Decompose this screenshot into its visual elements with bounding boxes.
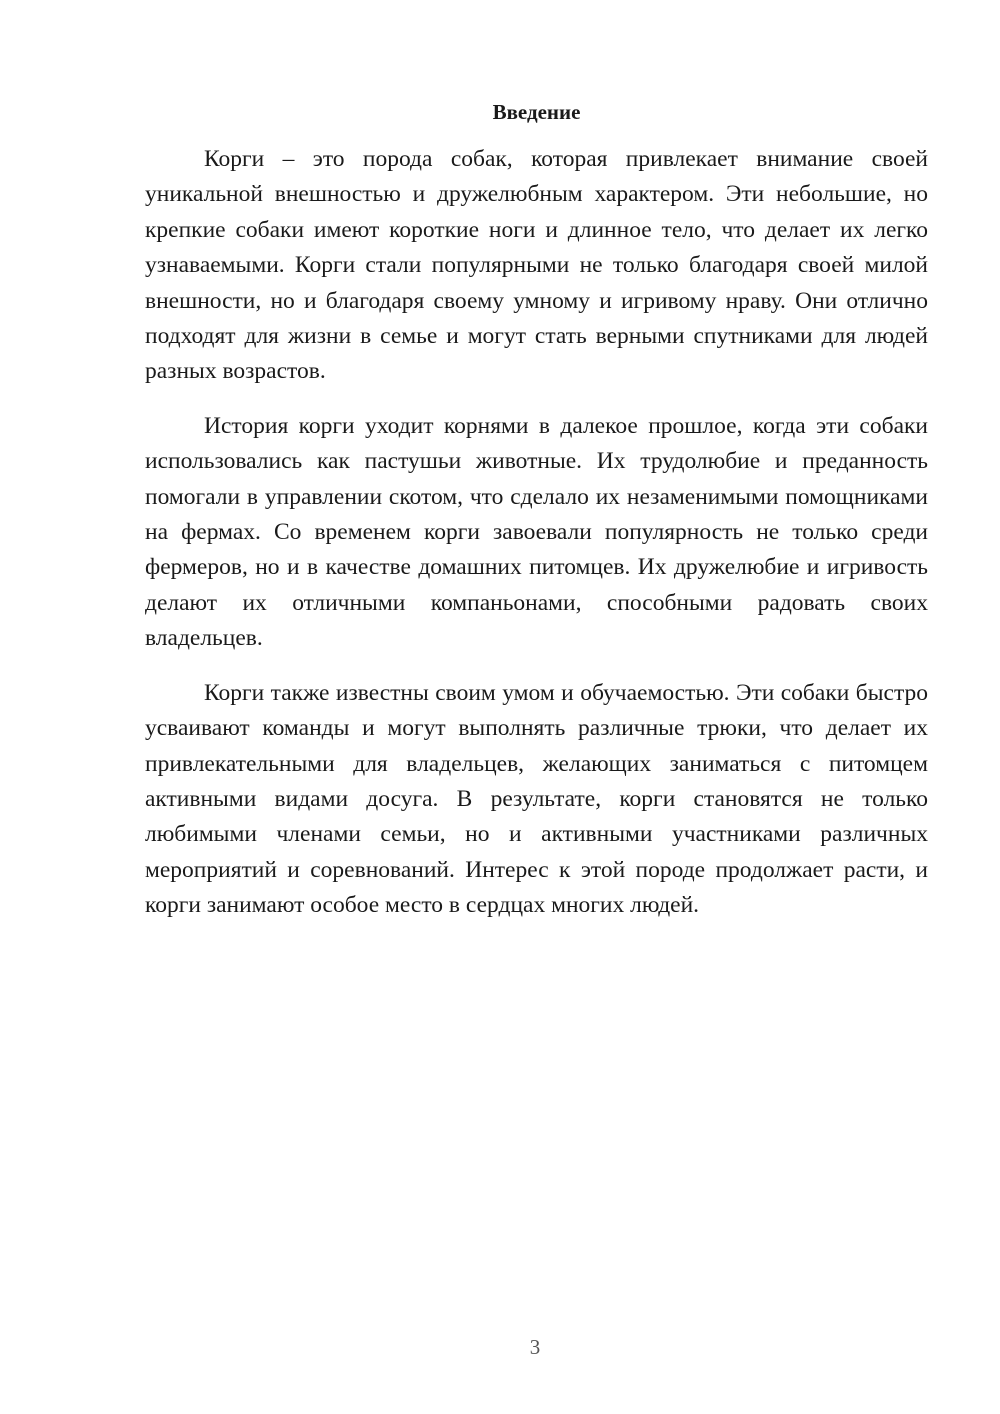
section-heading: Введение (492, 100, 581, 124)
page-number: 3 (529, 1335, 541, 1359)
paragraph-3: Корги также известны своим умом и обучаемостью. Эти собаки быстро усваивают команды и могут выполнять различные трюки, что делает их привлекательными для владельцев, желающих заниматься с питомцем активными видами досуга. В результате, корги становятся не только любимыми членами семьи, но и активными участниками различных мероприятий и соревнований. Интерес к этой породе продолжает расти, и корги занимают особое место в сердцах многих людей. (145, 679, 928, 919)
paragraph-2: История корги уходит корнями в далекое прошлое, когда эти собаки использовались как пастушьи животные. Их трудолюбие и преданность помогали в управлении скотом, что сделало их незаменимыми помощниками на фермах. Со временем корги завоевали популярность не только среди фермеров, но и в качестве домашних питомцев. Их дружелюбие и игривость делают их отличными компаньонами, способными радовать своих владельцев. (145, 412, 928, 652)
paragraph-1: Корги – это порода собак, которая привлекает внимание своей уникальной внешностью и дружелюбным характером. Эти небольшие, но крепкие собаки имеют короткие ноги и длинное тело, что делает их легко узнаваемыми. Корги стали популярными не только благодаря своей милой внешности, но и благодаря своему умному и игривому нраву. Они отлично подходят для жизни в семье и могут стать верными спутниками для людей разных возрастов. (145, 146, 928, 385)
body-text (145, 142, 928, 943)
